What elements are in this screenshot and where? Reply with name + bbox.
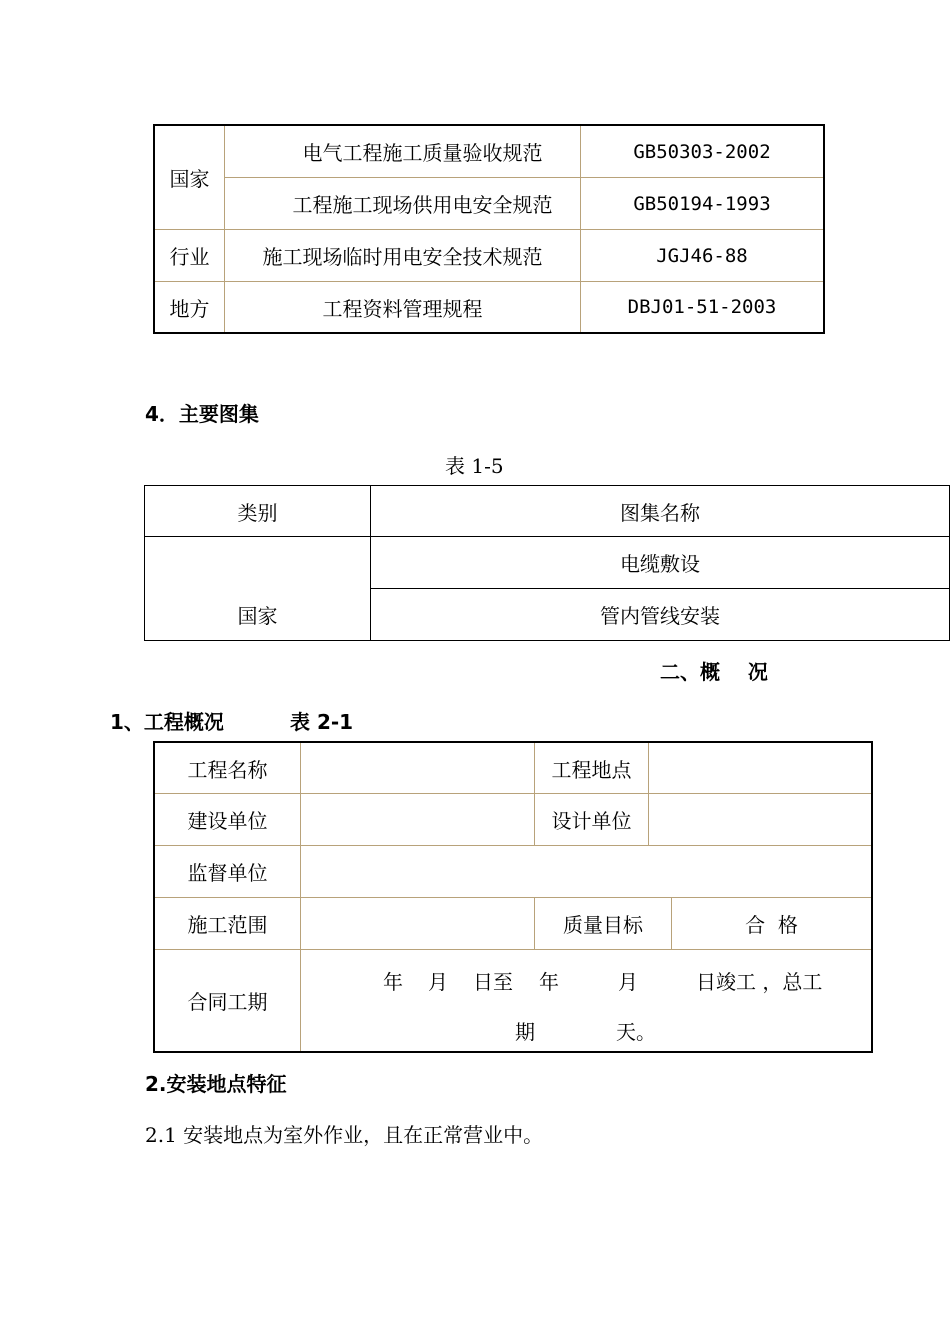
table-caption: 表 1-5 xyxy=(445,454,504,478)
period-text: 日至 xyxy=(473,970,513,994)
label-contract-period: 合同工期 xyxy=(187,990,268,1014)
period-text: 年 xyxy=(539,970,559,994)
label-project-name: 工程名称 xyxy=(187,757,268,782)
atlas-item: 电缆敷设 xyxy=(620,552,700,576)
body-paragraph: 2.1 安装地点为室外作业，且在正常营业中。 xyxy=(145,1123,544,1147)
category-cell: 行业 xyxy=(169,245,210,269)
standard-code-cell: GB50303-2002 xyxy=(633,140,771,163)
table-caption: 表 2-1 xyxy=(290,710,354,734)
label-construction-scope: 施工范围 xyxy=(187,913,268,937)
standard-code-cell: GB50194-1993 xyxy=(633,192,771,215)
header-category: 类别 xyxy=(237,500,278,525)
label-construction-unit: 建设单位 xyxy=(187,809,268,833)
table-border xyxy=(153,332,825,334)
table-divider xyxy=(648,743,649,845)
chapter-title: 二、概 况 xyxy=(660,660,768,684)
section-heading: 4．主要图集 xyxy=(145,402,259,426)
label-quality-target: 质量目标 xyxy=(563,913,643,937)
period-text: 年 xyxy=(383,970,403,994)
period-text: 月 xyxy=(618,970,638,994)
category-cell: 国家 xyxy=(169,167,210,191)
table-border xyxy=(144,640,950,641)
header-name: 图集名称 xyxy=(620,500,700,525)
standard-code-cell: JGJ46-88 xyxy=(656,244,748,267)
label-project-location: 工程地点 xyxy=(551,757,632,782)
period-text: 期 xyxy=(515,1020,535,1044)
category-cell: 国家 xyxy=(237,603,278,628)
category-cell: 地方 xyxy=(169,296,210,321)
table-border xyxy=(823,124,825,334)
standard-name-cell: 电气工程施工质量验收规范 xyxy=(302,141,543,165)
section-heading: 1、工程概况 xyxy=(110,710,224,734)
period-text: 月 xyxy=(428,970,448,994)
table-border xyxy=(871,741,873,1053)
atlas-item: 管内管线安装 xyxy=(600,604,720,628)
period-text: 天。 xyxy=(616,1020,656,1044)
period-text: 日竣工 ，总工 xyxy=(696,970,823,994)
quality-value: 合 格 xyxy=(745,913,798,937)
table-border xyxy=(153,1051,873,1053)
standard-code-cell: DBJ01-51-2003 xyxy=(627,296,777,318)
label-supervision-unit: 监督单位 xyxy=(187,861,268,885)
standard-name-cell: 工程资料管理规程 xyxy=(322,296,483,321)
standard-name-cell: 施工现场临时用电安全技术规范 xyxy=(262,245,543,269)
section-heading: 2.安装地点特征 xyxy=(145,1072,287,1096)
table-divider xyxy=(300,743,301,1051)
label-design-unit: 设计单位 xyxy=(551,809,632,833)
standard-name-cell: 工程施工现场供用电安全规范 xyxy=(292,193,553,217)
